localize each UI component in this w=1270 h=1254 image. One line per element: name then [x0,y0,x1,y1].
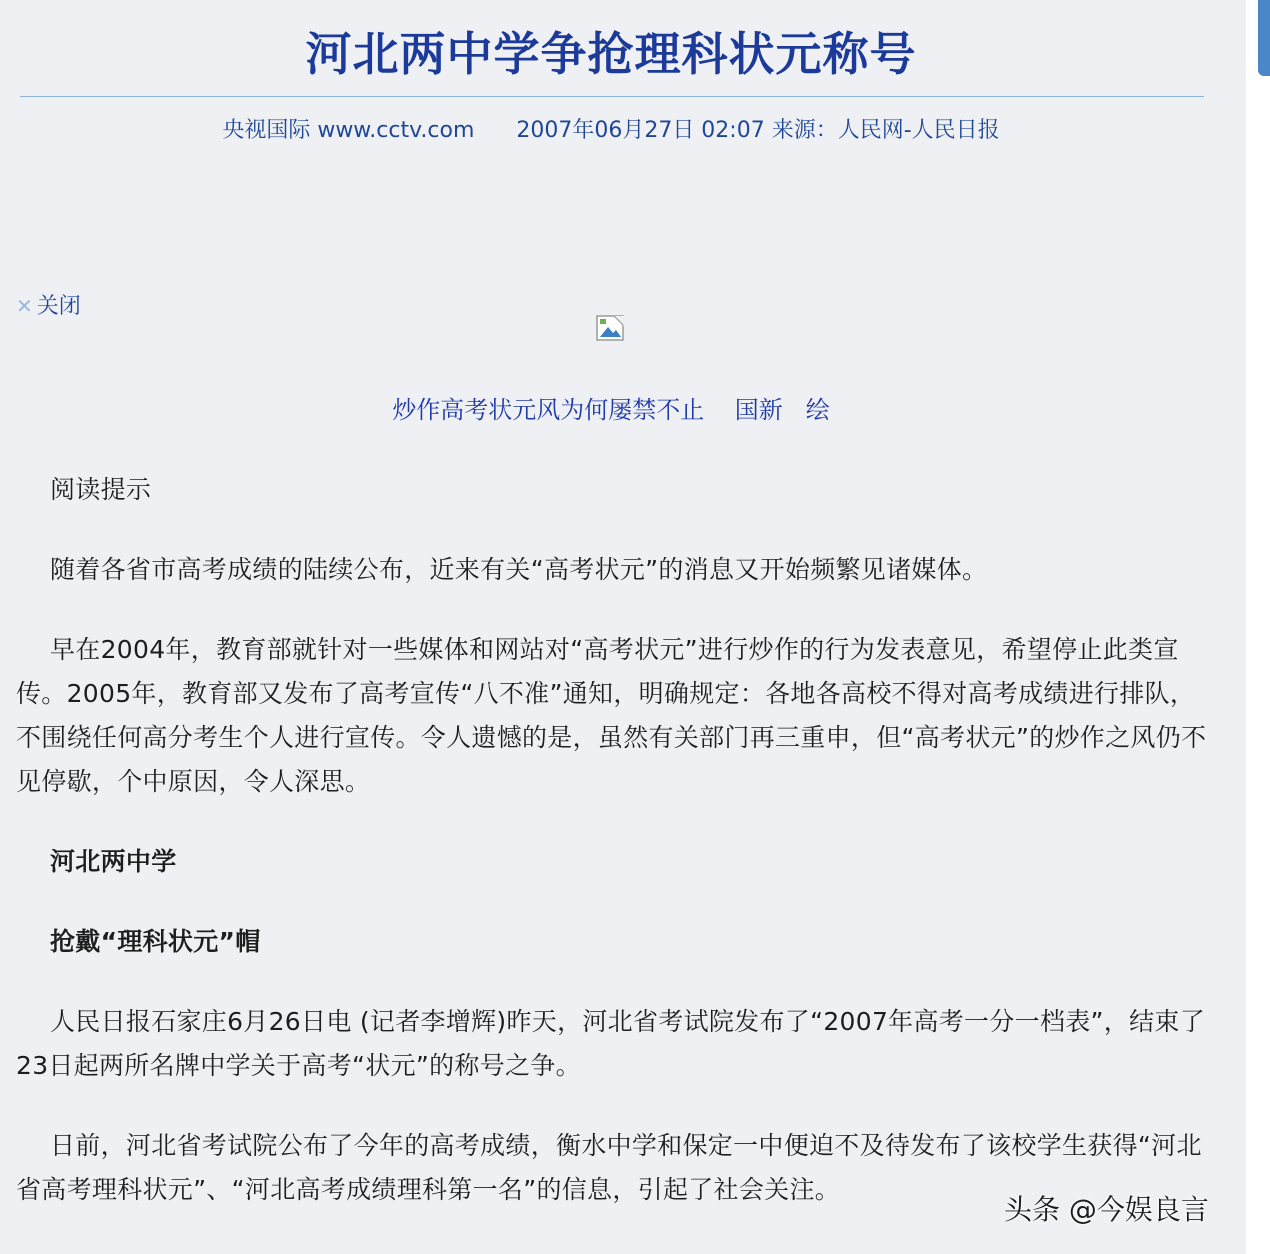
title-divider [20,96,1204,97]
broken-image-icon [596,315,626,343]
article-title: 河北两中学争抢理科状元称号 [305,27,917,81]
watermark: 头条 @今娱良言 [1004,1193,1209,1226]
image-caption: 炒作高考状元风为何屡禁不止 国新 绘 [392,396,830,424]
article-meta: 央视国际 www.cctv.com 2007年06月27日 02:07 来源：人民网-人民日报 [222,118,1000,143]
reading-tip-heading: 阅读提示 [50,475,152,504]
close-button[interactable] [16,290,81,323]
subheading-line-1: 河北两中学 [50,847,177,876]
side-scroll-tab[interactable] [1258,0,1270,76]
paragraph-news-lead: 人民日报石家庄6月26日电 (记者李增辉)昨天，河北省考试院发布了“2007年高考一分一档表”，结束了23日起两所名牌中学关于高考“状元”的称号之争。 [16,1007,1206,1080]
close-label: 关闭 [36,294,81,319]
close-x-icon: ✕ [16,294,33,318]
paragraph-intro: 随着各省市高考成绩的陆续公布，近来有关“高考状元”的消息又开始频繁见诸媒体。 [50,555,988,584]
subheading-line-2: 抢戴“理科状元”帽 [50,927,261,956]
paragraph-background: 早在2004年，教育部就针对一些媒体和网站对“高考状元”进行炒作的行为发表意见，希望停止此类宣传。2005年，教育部又发布了高考宣传“八不准”通知，明确规定：各地各高校不得对高考成绩进行排队，不围绕任何高分考生个人进行宣传。令人遗憾的是，虽然有关部门再三重申，但“高考状元”的炒作之风仍不见停歇，个中原因，令人深思。 [16,635,1207,796]
paragraph-details: 日前，河北省考试院公布了今年的高考成绩，衡水中学和保定一中便迫不及待发布了该校学生获得“河北省高考理科状元”、“河北高考成绩理科第一名”的信息，引起了社会关注。 [16,1131,1202,1204]
